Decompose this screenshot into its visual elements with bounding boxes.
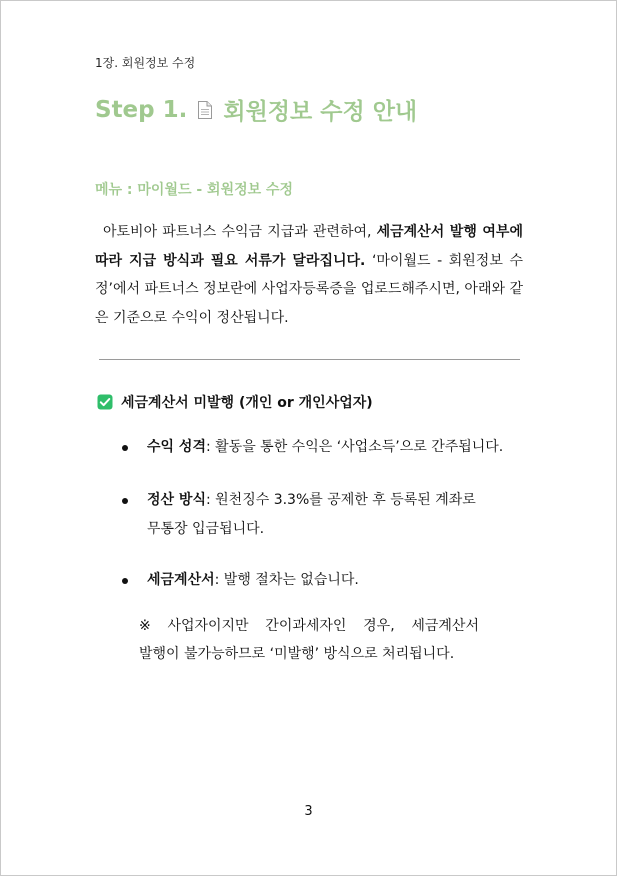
- document-icon: [197, 100, 213, 120]
- bullet-label: 정산 방식: [147, 492, 206, 508]
- note-line-2: 발행이 불가능하므로 ‘미발행’ 방식으로 처리됩니다.: [139, 646, 455, 662]
- bullet-item: [147, 486, 476, 544]
- intro-bold-text: 세금계산서 발행 여부에 따라 지급 방식과 필요 서류가 달라집니다.: [95, 224, 523, 269]
- running-header: 1장. 회원정보 수정: [95, 56, 196, 70]
- bullet-label: 수익 성격: [147, 439, 206, 455]
- section-heading-text: 세금계산서 미발행 (개인 or 개인사업자): [121, 395, 373, 411]
- page-title: [95, 93, 417, 126]
- intro-paragraph: [95, 218, 523, 332]
- bullet-label: 세금계산서: [147, 572, 215, 588]
- bullet-text: : 원천징수 3.3%를 공제한 후 등록된 계좌로: [205, 492, 476, 508]
- menu-path: 메뉴 : 마이월드 - 회원정보 수정: [95, 182, 294, 198]
- note-line-1: [139, 612, 479, 640]
- note-word: 경우,: [363, 618, 395, 634]
- checkbox-checked-icon: [97, 394, 113, 410]
- bullet-item: [147, 433, 503, 462]
- bullet-text-continued: 무통장 입금됩니다.: [147, 521, 265, 537]
- section-divider: [99, 359, 520, 360]
- note-word: 사업자이지만: [167, 618, 249, 634]
- title-step: Step 1.: [95, 96, 188, 123]
- note-word: 세금계산서: [411, 618, 479, 634]
- intro-text-2: ‘마이월드 - 회원정보 수정’에서 파트너스 정보란에 사업자등록증을 업로드해주시면, 아래와 같은 기준으로 수익이 정산됩니다.: [95, 252, 523, 326]
- note-word: 간이과세자인: [265, 618, 347, 634]
- bullet-dot: [122, 578, 128, 584]
- bullet-dot: [122, 498, 128, 504]
- title-text: 회원정보 수정 안내: [223, 99, 418, 125]
- bullet-dot: [122, 445, 128, 451]
- bullet-text: : 발행 절차는 없습니다.: [214, 572, 359, 588]
- page-number: 3: [304, 804, 313, 819]
- intro-text-1: 아토비아 파트너스 수익금 지급과 관련하여,: [103, 224, 377, 240]
- bullet-item: [147, 566, 359, 595]
- bullet-text: : 활동을 통한 수익은 ‘사업소득’으로 간주됩니다.: [205, 439, 504, 455]
- section-heading: [97, 392, 373, 412]
- note-block: [139, 612, 479, 668]
- note-word: ※: [139, 618, 151, 634]
